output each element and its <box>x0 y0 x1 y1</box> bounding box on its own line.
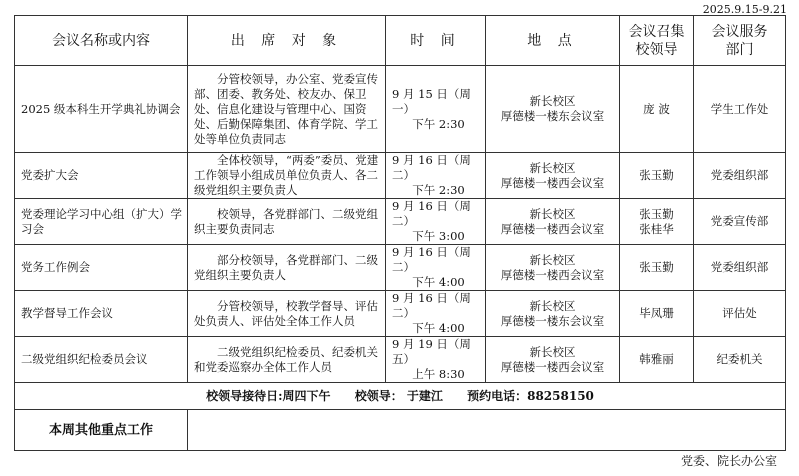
meeting-location <box>486 153 620 199</box>
meeting-attendees: 全体校领导，“两委”委员、党建工作领导小组成员单位负责人、各二级党组织主要负责人 <box>188 153 386 199</box>
other-work-content <box>188 410 786 451</box>
meeting-convener: 张玉勤 <box>620 153 694 199</box>
appointment-phone: 预约电话：88258150 <box>467 388 594 403</box>
meeting-dept: 党委组织部 <box>694 245 786 291</box>
meeting-clock: 上午 8:30 <box>412 367 465 381</box>
header-row <box>15 16 786 66</box>
meeting-clock: 下午 2:30 <box>412 116 465 131</box>
meeting-time <box>386 153 486 199</box>
location-room: 厚德楼一楼西会议室 <box>500 267 605 282</box>
location-campus: 新长校区 <box>529 344 576 359</box>
meeting-attendees: 分管校领导，办公室、党委宣传部、团委、教务处、校友办、保卫处、信息化建设与管理中心、国资处、后勤保障集团、体育学院、学工处等单位负责同志 <box>188 66 386 153</box>
meeting-date: 9 月 15 日（周一） <box>392 86 471 116</box>
meeting-name: 党委理论学习中心组（扩大）学习会 <box>15 199 188 245</box>
location-room: 厚德楼一楼西会议室 <box>500 221 605 236</box>
meeting-location <box>486 337 620 383</box>
other-work-row <box>15 410 786 451</box>
meeting-date: 9 月 16 日（周二） <box>392 245 471 274</box>
meeting-clock: 下午 2:30 <box>412 183 465 197</box>
col-header-convener-line1: 会议召集 <box>628 23 685 40</box>
meeting-name: 2025 级本科生开学典礼协调会 <box>15 66 188 153</box>
meeting-time <box>386 245 486 291</box>
meeting-date: 9 月 16 日（周二） <box>392 199 471 228</box>
meeting-date: 9 月 16 日（周二） <box>392 153 471 182</box>
location-room: 厚德楼一楼西会议室 <box>500 175 605 190</box>
meeting-dept: 学生工作处 <box>694 66 786 153</box>
meeting-time <box>386 337 486 383</box>
meeting-convener: 毕凤珊 <box>620 291 694 337</box>
meeting-convener: 韩雅丽 <box>620 337 694 383</box>
meeting-dept: 党委组织部 <box>694 153 786 199</box>
location-campus: 新长校区 <box>529 298 576 313</box>
meeting-attendees: 分管校领导，校教学督导、评估处负责人、评估处全体工作人员 <box>188 291 386 337</box>
meeting-dept: 评估处 <box>694 291 786 337</box>
meeting-clock: 下午 4:00 <box>412 275 465 289</box>
meeting-location <box>486 245 620 291</box>
meeting-attendees: 校领导，各党群部门、二级党组织主要负责同志 <box>188 199 386 245</box>
col-header-dept-line1: 会议服务 <box>711 23 768 40</box>
meeting-convener: 庞 波 <box>620 66 694 153</box>
col-header-name: 会议名称或内容 <box>15 16 188 66</box>
col-header-convener-line2: 校领导 <box>635 41 678 58</box>
location-campus: 新长校区 <box>529 94 576 108</box>
date-range: 2025.9.15-9.21 <box>702 3 787 16</box>
meeting-name: 党务工作例会 <box>15 245 188 291</box>
table-row <box>15 153 786 199</box>
location-campus: 新长校区 <box>529 252 576 267</box>
meeting-name: 二级党组织纪检委员会议 <box>15 337 188 383</box>
meeting-date: 9 月 16 日（周二） <box>392 291 471 320</box>
location-room: 厚德楼一楼东会议室 <box>500 313 605 328</box>
meeting-attendees: 二级党组织纪检委员、纪委机关和党委巡察办全体工作人员 <box>188 337 386 383</box>
reception-day: 校领导接待日:周四下午 <box>206 388 331 403</box>
contact-row <box>15 383 786 410</box>
meeting-time <box>386 291 486 337</box>
meeting-time <box>386 199 486 245</box>
location-room: 厚德楼一楼东会议室 <box>500 109 605 123</box>
location-room: 厚德楼一楼西会议室 <box>500 359 605 374</box>
table-row <box>15 66 786 153</box>
meeting-location <box>486 199 620 245</box>
meeting-dept: 党委宣传部 <box>694 199 786 245</box>
contact-info <box>15 383 786 410</box>
table-row <box>15 245 786 291</box>
meeting-clock: 下午 4:00 <box>412 321 465 335</box>
meeting-location <box>486 291 620 337</box>
col-header-dept <box>694 16 786 66</box>
meeting-convener: 张玉勤 <box>620 245 694 291</box>
col-header-convener <box>620 16 694 66</box>
meeting-location <box>486 66 620 153</box>
other-work-label: 本周其他重点工作 <box>15 410 188 451</box>
meeting-attendees: 部分校领导，各党群部门、二级党组织主要负责人 <box>188 245 386 291</box>
table-row <box>15 291 786 337</box>
location-campus: 新长校区 <box>529 206 576 221</box>
meeting-schedule-table <box>14 15 786 451</box>
contact-leader: 校领导： 于建江 <box>354 388 443 403</box>
meeting-date: 9 月 19 日（周五） <box>392 337 471 366</box>
meeting-convener: 张玉勤 张桂华 <box>620 199 694 245</box>
table-row <box>15 199 786 245</box>
location-campus: 新长校区 <box>529 160 576 175</box>
col-header-time: 时 间 <box>386 16 486 66</box>
meeting-clock: 下午 3:00 <box>412 229 465 243</box>
col-header-location: 地 点 <box>486 16 620 66</box>
meeting-name: 党委扩大会 <box>15 153 188 199</box>
col-header-dept-line2: 部门 <box>725 41 754 58</box>
col-header-attendees: 出 席 对 象 <box>188 16 386 66</box>
meeting-dept: 纪委机关 <box>694 337 786 383</box>
meeting-name: 教学督导工作会议 <box>15 291 188 337</box>
issuer-footer: 党委、院长办公室 <box>680 454 777 468</box>
table-row <box>15 337 786 383</box>
meeting-time <box>386 66 486 153</box>
